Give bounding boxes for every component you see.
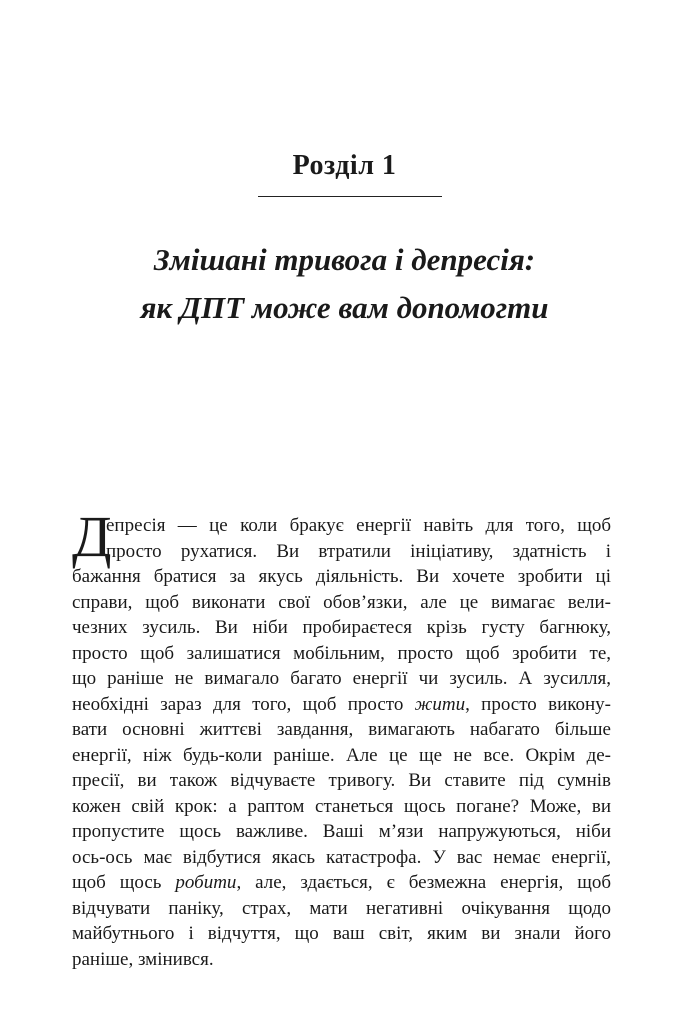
chapter-divider xyxy=(258,196,442,197)
text-line: пресії, ви також відчуваєте тривогу. Ви ставите під сумнів xyxy=(72,770,611,791)
text-segment: , але, здається, є безмежна енергія, щоб xyxy=(236,872,612,893)
text-line xyxy=(72,692,611,718)
text-line: епресія — це коли бракує енергії навіть для того, щоб xyxy=(106,515,611,536)
text-line: ось-ось має відбутися якась катастрофа. У вас немає енергії, xyxy=(72,846,611,868)
text-line: чезних зусиль. Ви ніби пробираєтеся крізь густу багнюку, xyxy=(72,617,611,638)
body-paragraph xyxy=(72,504,612,972)
text-line: вати основні життєві завдання, вимагають набагато більше xyxy=(72,719,611,740)
text-line: майбутнього і відчуття, що ваш світ, яким ви знали його xyxy=(72,923,611,944)
text-line: кожен свій крок: а раптом станеться щось погане? Може, ви xyxy=(72,795,611,817)
text-line-last: раніше, змінився. xyxy=(72,948,214,970)
text-line: просто щоб залишатися мобільним, просто щоб зробити те, xyxy=(72,642,611,664)
chapter-title xyxy=(0,236,689,332)
text-segment: необхідні зараз для того, щоб просто xyxy=(72,693,415,715)
text-segment: , просто викону- xyxy=(465,693,611,715)
text-line: енергії, ніж будь-коли раніше. Але це ще не все. Окрім де- xyxy=(72,744,611,766)
text-line: бажання братися за якусь діяльність. Ви хочете зробити ці xyxy=(72,566,611,587)
text-line: пропустите щось важливе. Ваші м’язи напружуються, ніби xyxy=(72,821,611,842)
text-segment: щоб щось xyxy=(72,872,176,893)
text-line: справи, щоб виконати свої обов’язки, але це вимагає вели- xyxy=(72,591,611,613)
chapter-title-line-1: Змішані тривога і депресія: xyxy=(153,242,536,277)
text-line: що раніше не вимагало багато енергії чи зусиль. А зусилля, xyxy=(72,668,611,689)
emphasis-text: жити xyxy=(414,693,466,715)
text-line xyxy=(72,870,611,896)
text-line: просто рухатися. Ви втратили ініціативу, здатність і xyxy=(106,540,611,562)
text-line: відчувати паніку, страх, мати негативні очікування щодо xyxy=(72,897,611,919)
chapter-title-line-2: як ДПТ може вам допомогти xyxy=(140,290,549,325)
emphasis-text: робити xyxy=(175,872,237,893)
chapter-label: Розділ 1 xyxy=(292,150,397,181)
drop-cap: Д xyxy=(72,504,112,569)
